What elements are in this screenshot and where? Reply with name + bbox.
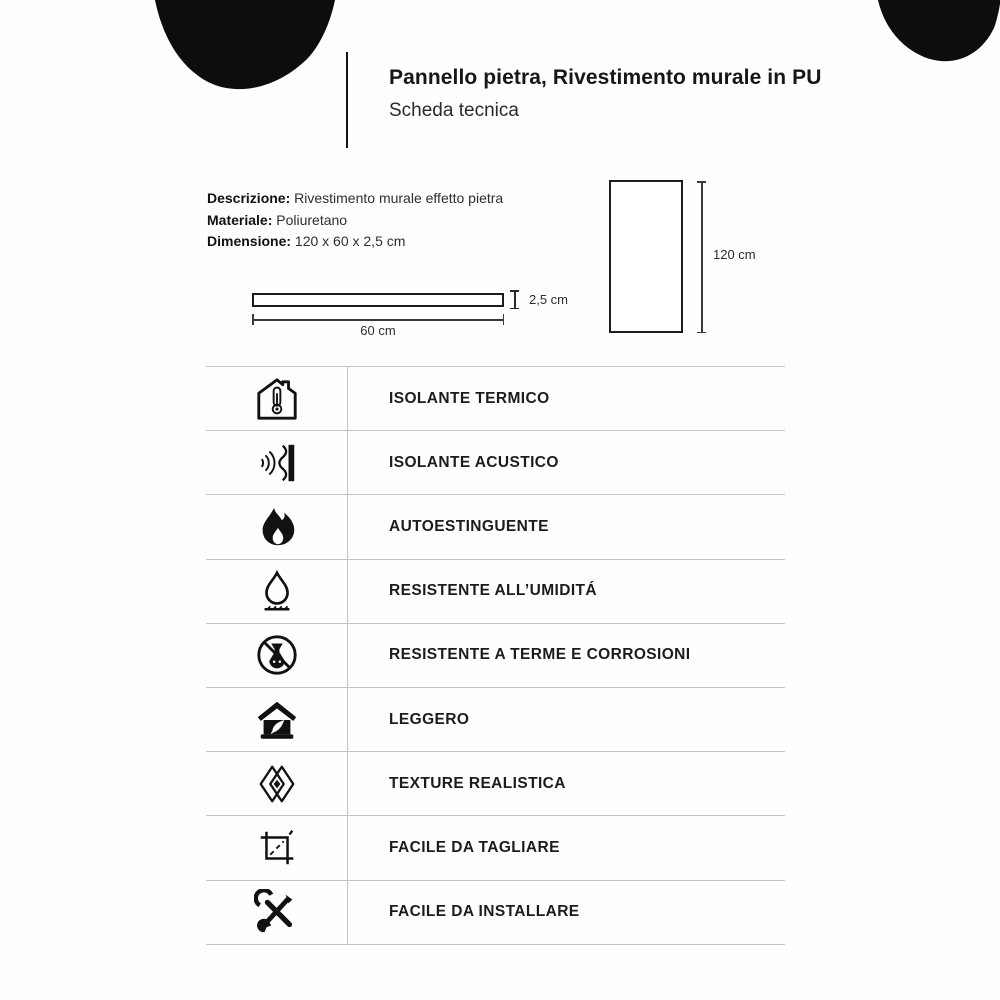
icon-cell <box>206 697 347 743</box>
spec-label: Materiale: <box>207 211 273 228</box>
features-table <box>206 366 785 945</box>
table-row <box>206 494 785 558</box>
feature-label: FACILE DA INSTALLARE <box>389 903 580 921</box>
flame-icon <box>254 504 300 550</box>
table-row <box>206 366 785 430</box>
height-label: 120 cm <box>713 247 756 262</box>
table-bottom-border <box>206 944 785 945</box>
feature-label: LEGGERO <box>389 710 470 728</box>
crop-cut-icon <box>254 825 300 871</box>
feature-label: RESISTENTE A TERME E CORROSIONI <box>389 646 691 664</box>
icon-cell <box>206 568 347 614</box>
feature-label: ISOLANTE TERMICO <box>389 389 550 407</box>
feather-house-icon <box>254 697 300 743</box>
feature-label: TEXTURE REALISTICA <box>389 774 566 792</box>
page-title: Pannello pietra, Rivestimento murale in PU <box>389 66 822 89</box>
height-dimension-line <box>697 181 706 333</box>
width-label: 60 cm <box>360 323 396 338</box>
thickness-dimension-marker <box>510 290 519 309</box>
table-row <box>206 623 785 687</box>
table-row <box>206 815 785 879</box>
feature-label: AUTOESTINGUENTE <box>389 517 549 535</box>
no-termite-icon <box>254 632 300 678</box>
soundwave-panel-icon <box>254 440 300 486</box>
feature-label: FACILE DA TAGLIARE <box>389 838 560 856</box>
house-thermometer-icon <box>254 376 300 422</box>
panel-front-view-diagram <box>609 180 683 333</box>
icon-cell <box>206 632 347 678</box>
spec-list <box>207 188 503 253</box>
spec-line-materiale <box>207 210 503 232</box>
feature-label: RESISTENTE ALL’UMIDITÁ <box>389 582 598 600</box>
table-row <box>206 880 785 944</box>
page-subtitle: Scheda tecnica <box>389 100 519 121</box>
icon-cell <box>206 761 347 807</box>
icon-cell <box>206 440 347 486</box>
icon-cell <box>206 825 347 871</box>
icon-cell <box>206 376 347 422</box>
spec-value: Poliuretano <box>276 211 348 228</box>
panel-side-view-diagram <box>252 293 504 307</box>
spec-value: 120 x 60 x 2,5 cm <box>294 233 406 249</box>
icon-cell <box>206 504 347 550</box>
tools-icon <box>254 889 300 935</box>
title-divider-bar <box>346 52 348 148</box>
spec-line-descrizione <box>207 188 503 210</box>
table-row <box>206 559 785 623</box>
photo-corner-artifact-right <box>872 0 1000 72</box>
water-drop-icon <box>254 568 300 614</box>
spec-value: Rivestimento murale effetto pietra <box>294 190 504 206</box>
thickness-label: 2,5 cm <box>529 292 569 307</box>
table-row <box>206 751 785 815</box>
spec-line-dimensione <box>207 231 503 253</box>
spec-label: Dimensione: <box>207 233 292 249</box>
table-row <box>206 687 785 751</box>
diamond-texture-icon <box>254 761 300 807</box>
table-column-divider <box>347 366 348 945</box>
icon-cell <box>206 889 347 935</box>
photo-corner-artifact-left <box>150 0 340 100</box>
feature-label: ISOLANTE ACUSTICO <box>389 453 559 471</box>
spec-label: Descrizione: <box>207 190 291 206</box>
table-row <box>206 430 785 494</box>
